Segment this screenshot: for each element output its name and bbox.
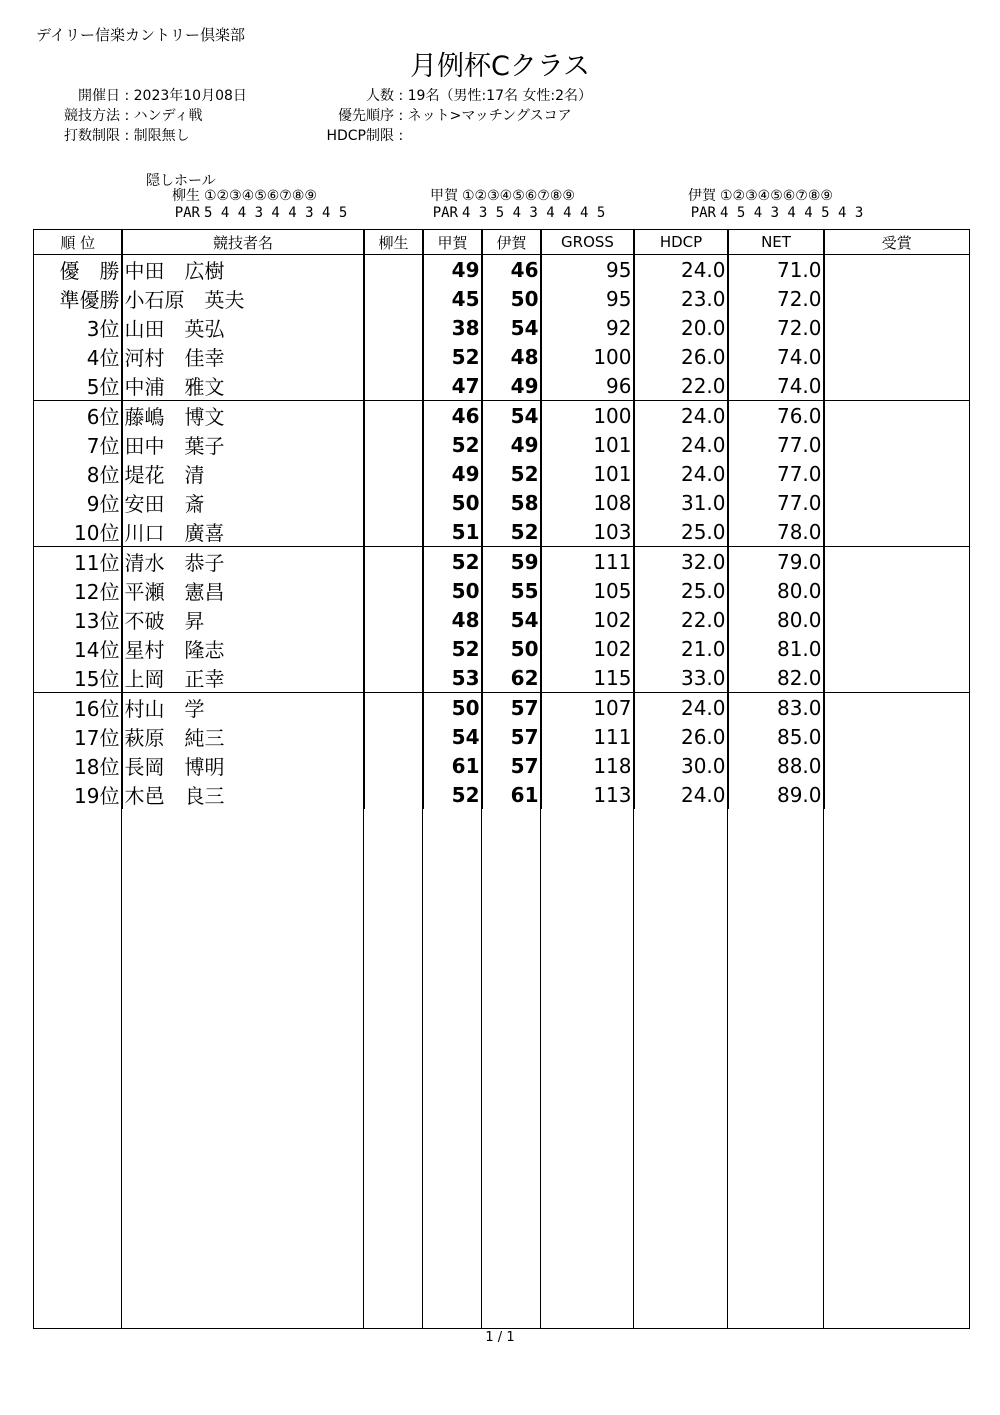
club-name: デイリー信楽カントリー倶楽部 [36,26,245,44]
cell-iga: 50 [482,284,541,313]
cell-hdcp: 26.0 [634,722,728,751]
cell-rank: 7位 [34,430,122,459]
cell-net: 71.0 [728,255,824,285]
cell-koka: 46 [423,401,482,431]
cell-yagyu [364,605,423,634]
cell-koka: 53 [423,663,482,693]
method-value: ハンディ戦 [133,108,203,124]
cell-yagyu [364,780,423,809]
cell-net: 72.0 [728,313,824,342]
cell-hdcp: 24.0 [634,459,728,488]
cell-iga: 61 [482,780,541,809]
cell-net: 81.0 [728,634,824,663]
cell-award [824,576,969,605]
col-koka: 甲賀 [423,230,482,255]
cell-iga: 57 [482,751,541,780]
cell-rank: 16位 [34,693,122,723]
cell-award [824,488,969,517]
cell-name: 藤嶋 博文 [122,401,364,431]
cell-yagyu [364,401,423,431]
cell-name: 中浦 雅文 [122,371,364,401]
cell-koka: 48 [423,605,482,634]
cell-rank: 18位 [34,751,122,780]
cell-yagyu [364,547,423,577]
cell-award [824,722,969,751]
cell-koka: 50 [423,488,482,517]
cell-award [824,255,969,285]
cell-gross: 92 [541,313,634,342]
cell-iga: 49 [482,430,541,459]
cell-award [824,401,969,431]
cell-net: 78.0 [728,517,824,547]
cell-rank: 15位 [34,663,122,693]
cell-yagyu [364,488,423,517]
cell-iga: 52 [482,459,541,488]
cell-yagyu [364,517,423,547]
cell-yagyu [364,371,423,401]
cell-iga: 54 [482,401,541,431]
table-row [34,371,969,401]
info-right: 人数 : 19名（男性:17名 女性:2名） 優先順序 : ネット>マッチングスコア HDCP制限 : [306,86,592,146]
cell-yagyu [364,722,423,751]
cell-rank: 10位 [34,517,122,547]
cell-name: 村山 学 [122,693,364,723]
table-row [34,517,969,547]
cell-rank: 優 勝 [34,255,122,285]
course-yagyu [150,188,347,222]
cell-award [824,284,969,313]
cell-iga: 62 [482,663,541,693]
table-row [34,547,969,577]
cell-rank: 13位 [34,605,122,634]
cell-hdcp: 26.0 [634,342,728,371]
cell-name: 山田 英弘 [122,313,364,342]
cell-net: 80.0 [728,576,824,605]
cell-net: 77.0 [728,488,824,517]
date-label: 開催日 [78,88,120,104]
col-gross: GROSS [541,230,634,255]
cell-award [824,605,969,634]
cell-rank: 4位 [34,342,122,371]
cell-name: 小石原 英夫 [122,284,364,313]
cell-name: 木邑 良三 [122,780,364,809]
cell-name: 中田 広樹 [122,255,364,285]
cell-net: 83.0 [728,693,824,723]
cell-hdcp: 25.0 [634,576,728,605]
cell-hdcp: 25.0 [634,517,728,547]
cell-name: 不破 昇 [122,605,364,634]
cell-award [824,751,969,780]
cell-award [824,693,969,723]
cell-koka: 52 [423,342,482,371]
table-row [34,342,969,371]
hdcp-limit-label: HDCP制限 [326,128,394,144]
col-name: 競技者名 [122,230,364,255]
cell-iga: 54 [482,605,541,634]
cell-gross: 108 [541,488,634,517]
cell-hdcp: 31.0 [634,488,728,517]
cell-hdcp: 21.0 [634,634,728,663]
course-par: 4 3 5 4 3 4 4 4 5 [462,205,606,221]
cell-rank: 5位 [34,371,122,401]
cell-yagyu [364,576,423,605]
cell-yagyu [364,634,423,663]
cell-rank: 準優勝 [34,284,122,313]
cell-gross: 101 [541,459,634,488]
cell-name: 上岡 正幸 [122,663,364,693]
table-row [34,284,969,313]
cell-name: 萩原 純三 [122,722,364,751]
col-rank: 順 位 [34,230,122,255]
cell-name: 川口 廣喜 [122,517,364,547]
cell-iga: 50 [482,634,541,663]
cell-rank: 12位 [34,576,122,605]
cell-name: 田中 葉子 [122,430,364,459]
cell-award [824,780,969,809]
cell-hdcp: 20.0 [634,313,728,342]
cell-award [824,663,969,693]
cell-net: 82.0 [728,663,824,693]
cell-rank: 3位 [34,313,122,342]
table-row [34,488,969,517]
cell-award [824,313,969,342]
table-row [34,313,969,342]
cell-name: 堤花 清 [122,459,364,488]
cell-hdcp: 32.0 [634,547,728,577]
table-row [34,459,969,488]
cell-rank: 8位 [34,459,122,488]
cell-koka: 47 [423,371,482,401]
cell-net: 88.0 [728,751,824,780]
cell-gross: 100 [541,401,634,431]
table-header [34,230,969,255]
cell-net: 77.0 [728,430,824,459]
cell-hdcp: 24.0 [634,430,728,459]
cell-gross: 111 [541,722,634,751]
date-value: 2023年10月08日 [133,88,247,104]
page-number: 1 / 1 [485,1330,515,1345]
hidden-hole-label: 隠しホール [146,173,216,189]
cell-net: 77.0 [728,459,824,488]
col-award: 受賞 [824,230,969,255]
cell-net: 80.0 [728,605,824,634]
col-yagyu: 柳生 [364,230,423,255]
table-row [34,255,969,285]
table-row [34,430,969,459]
page-title: 月例杯Cクラス [409,51,591,82]
cell-net: 79.0 [728,547,824,577]
cell-gross: 115 [541,663,634,693]
cell-koka: 38 [423,313,482,342]
cell-award [824,459,969,488]
info-left: 開催日 : 2023年10月08日 競技方法 : ハンディ戦 打数制限 : 制限無し [48,86,247,146]
course-par: 5 4 4 3 4 4 3 4 5 [204,205,348,221]
cell-name: 星村 隆志 [122,634,364,663]
table-row [34,634,969,663]
cell-iga: 58 [482,488,541,517]
cell-hdcp: 24.0 [634,693,728,723]
cell-gross: 102 [541,634,634,663]
cell-iga: 59 [482,547,541,577]
cell-koka: 49 [423,459,482,488]
cell-award [824,342,969,371]
col-iga: 伊賀 [482,230,541,255]
cell-rank: 6位 [34,401,122,431]
cell-yagyu [364,693,423,723]
cell-iga: 46 [482,255,541,285]
cell-iga: 57 [482,722,541,751]
priority-value: ネット>マッチングスコア [407,108,572,124]
course-iga [666,188,863,222]
cell-hdcp: 24.0 [634,401,728,431]
cell-award [824,371,969,401]
cell-award [824,547,969,577]
cell-koka: 52 [423,634,482,663]
table-row [34,401,969,431]
count-value: 19名（男性:17名 女性:2名） [407,88,593,104]
cell-net: 89.0 [728,780,824,809]
cell-hdcp: 24.0 [634,780,728,809]
cell-rank: 14位 [34,634,122,663]
cell-yagyu [364,255,423,285]
cell-yagyu [364,459,423,488]
cell-name: 安田 斎 [122,488,364,517]
cell-koka: 45 [423,284,482,313]
col-hdcp: HDCP [634,230,728,255]
cell-gross: 107 [541,693,634,723]
cell-name: 長岡 博明 [122,751,364,780]
cell-yagyu [364,313,423,342]
cell-rank: 19位 [34,780,122,809]
cell-yagyu [364,751,423,780]
cell-hdcp: 23.0 [634,284,728,313]
cell-gross: 105 [541,576,634,605]
cell-iga: 57 [482,693,541,723]
cell-award [824,634,969,663]
cell-iga: 54 [482,313,541,342]
cell-yagyu [364,663,423,693]
cell-koka: 50 [423,576,482,605]
cell-net: 74.0 [728,342,824,371]
cell-rank: 17位 [34,722,122,751]
cell-iga: 48 [482,342,541,371]
course-holes: ①②③④⑤⑥⑦⑧⑨ [462,188,575,204]
cell-net: 76.0 [728,401,824,431]
cell-gross: 118 [541,751,634,780]
cell-award [824,430,969,459]
cell-gross: 113 [541,780,634,809]
cell-yagyu [364,430,423,459]
limit-value: 制限無し [133,128,190,144]
count-label: 人数 [366,88,394,104]
results-table [33,229,970,1329]
cell-name: 清水 恭子 [122,547,364,577]
limit-label: 打数制限 [64,128,120,144]
course-holes: ①②③④⑤⑥⑦⑧⑨ [204,188,317,204]
cell-iga: 52 [482,517,541,547]
cell-rank: 11位 [34,547,122,577]
par-label: PAR [690,205,716,221]
cell-gross: 95 [541,255,634,285]
course-name: 柳生 [172,188,200,204]
cell-gross: 96 [541,371,634,401]
col-net: NET [728,230,824,255]
table-row [34,663,969,693]
cell-gross: 111 [541,547,634,577]
cell-net: 85.0 [728,722,824,751]
cell-koka: 54 [423,722,482,751]
table-row [34,693,969,723]
cell-koka: 52 [423,780,482,809]
cell-hdcp: 24.0 [634,255,728,285]
cell-koka: 50 [423,693,482,723]
cell-award [824,517,969,547]
par-label: PAR [432,205,458,221]
cell-iga: 49 [482,371,541,401]
cell-net: 72.0 [728,284,824,313]
method-label: 競技方法 [64,108,120,124]
cell-koka: 51 [423,517,482,547]
course-name: 伊賀 [688,188,716,204]
course-koka [408,188,605,222]
cell-koka: 52 [423,430,482,459]
table-row [34,780,969,809]
cell-koka: 61 [423,751,482,780]
table-row [34,751,969,780]
course-name: 甲賀 [430,188,458,204]
cell-iga: 55 [482,576,541,605]
cell-net: 74.0 [728,371,824,401]
cell-gross: 102 [541,605,634,634]
cell-name: 平瀬 憲昌 [122,576,364,605]
priority-label: 優先順序 [338,108,394,124]
course-par: 4 5 4 3 4 4 5 4 3 [720,205,864,221]
cell-gross: 100 [541,342,634,371]
par-label: PAR [174,205,200,221]
cell-gross: 103 [541,517,634,547]
cell-hdcp: 30.0 [634,751,728,780]
cell-name: 河村 佳幸 [122,342,364,371]
table-row [34,576,969,605]
cell-hdcp: 22.0 [634,371,728,401]
cell-yagyu [364,342,423,371]
table-row [34,605,969,634]
cell-gross: 101 [541,430,634,459]
cell-koka: 49 [423,255,482,285]
cell-hdcp: 33.0 [634,663,728,693]
cell-koka: 52 [423,547,482,577]
table-row [34,722,969,751]
cell-yagyu [364,284,423,313]
cell-gross: 95 [541,284,634,313]
cell-hdcp: 22.0 [634,605,728,634]
cell-rank: 9位 [34,488,122,517]
course-holes: ①②③④⑤⑥⑦⑧⑨ [720,188,833,204]
